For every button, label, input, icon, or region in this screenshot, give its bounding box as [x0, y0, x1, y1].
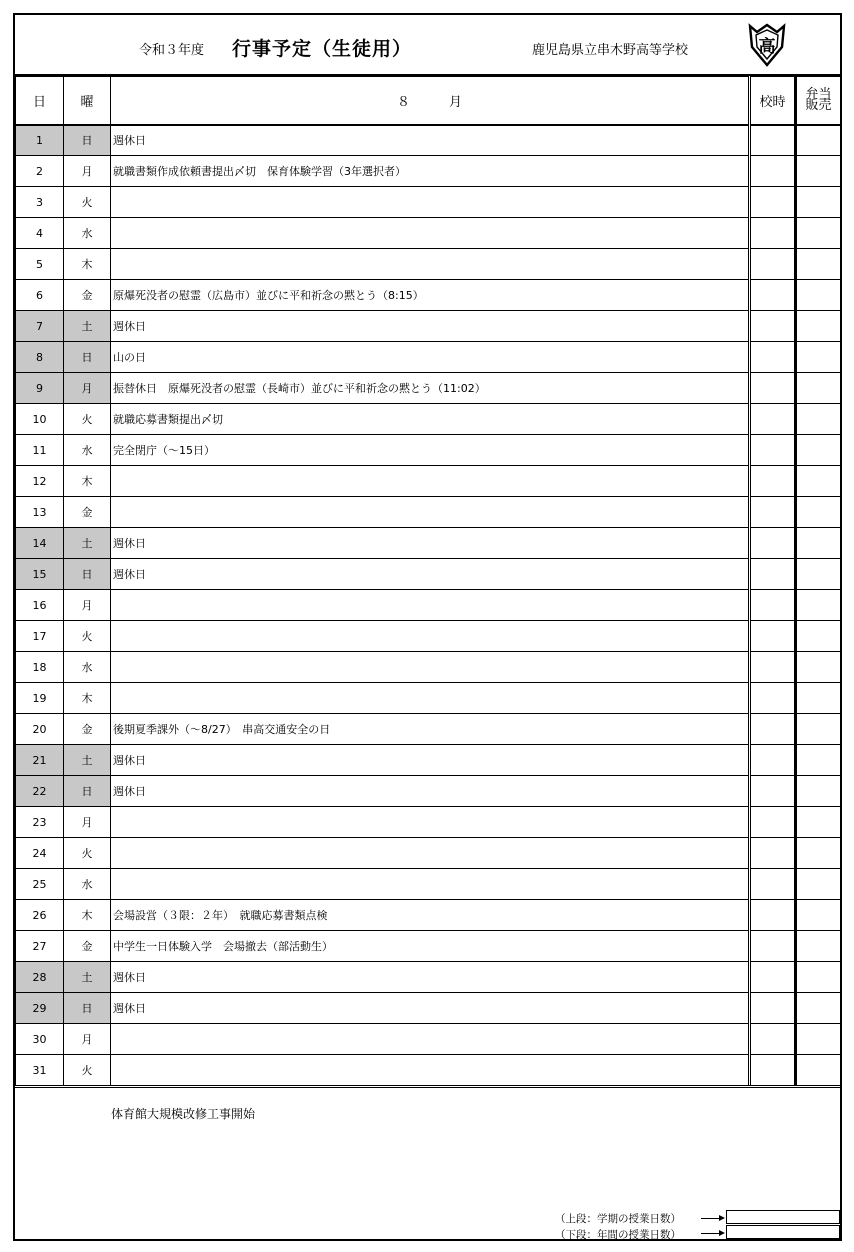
weekday-cell: 木	[64, 900, 111, 931]
table-row	[16, 962, 841, 993]
bento-cell	[796, 218, 841, 249]
period-cell	[750, 311, 796, 342]
table-row	[16, 807, 841, 838]
event-cell: 完全閉庁（～15日）	[111, 435, 750, 466]
day-cell: 22	[16, 776, 64, 807]
event-cell	[111, 466, 750, 497]
weekday-cell: 水	[64, 218, 111, 249]
day-cell: 31	[16, 1055, 64, 1086]
period-cell	[750, 652, 796, 683]
bento-cell	[796, 156, 841, 187]
school-name: 鹿児島県立串木野高等学校	[532, 43, 689, 58]
table-row	[16, 187, 841, 218]
bento-cell	[796, 869, 841, 900]
bento-cell	[796, 776, 841, 807]
bento-cell	[796, 528, 841, 559]
weekday-cell: 金	[64, 931, 111, 962]
weekday-cell: 日	[64, 993, 111, 1024]
day-cell: 1	[16, 125, 64, 156]
weekday-cell: 土	[64, 745, 111, 776]
table-row	[16, 342, 841, 373]
period-cell	[750, 187, 796, 218]
bento-cell	[796, 1024, 841, 1055]
bento-cell	[796, 621, 841, 652]
event-cell: 週休日	[111, 559, 750, 590]
day-cell: 20	[16, 714, 64, 745]
weekday-cell: 火	[64, 1055, 111, 1086]
page-title: 行事予定（生徒用）	[232, 38, 413, 60]
weekday-cell: 日	[64, 125, 111, 156]
period-cell	[750, 776, 796, 807]
event-cell	[111, 807, 750, 838]
fiscal-year-label: 令和３年度	[139, 43, 205, 58]
school-crest-icon	[747, 23, 787, 67]
bento-cell	[796, 683, 841, 714]
table-row	[16, 280, 841, 311]
day-cell: 25	[16, 869, 64, 900]
event-cell: 週休日	[111, 311, 750, 342]
period-cell	[750, 869, 796, 900]
period-cell	[750, 900, 796, 931]
title-row	[15, 15, 840, 76]
period-cell	[750, 1024, 796, 1055]
weekday-cell: 月	[64, 156, 111, 187]
event-cell: 週休日	[111, 776, 750, 807]
bento-cell	[796, 466, 841, 497]
event-cell: 中学生一日体験入学 会場撤去（部活動生）	[111, 931, 750, 962]
table-row	[16, 714, 841, 745]
bento-cell	[796, 745, 841, 776]
weekday-cell: 火	[64, 404, 111, 435]
weekday-cell: 月	[64, 1024, 111, 1055]
period-cell	[750, 807, 796, 838]
event-cell	[111, 1024, 750, 1055]
weekday-cell: 火	[64, 621, 111, 652]
event-cell	[111, 652, 750, 683]
weekday-cell: 木	[64, 249, 111, 280]
table-row	[16, 993, 841, 1024]
bento-cell	[796, 714, 841, 745]
event-cell: 山の日	[111, 342, 750, 373]
weekday-cell: 木	[64, 466, 111, 497]
table-row	[16, 497, 841, 528]
arrowhead-lower-icon	[719, 1230, 725, 1236]
event-cell: 後期夏季課外（～8/27） 串高交通安全の日	[111, 714, 750, 745]
event-cell: 会場設営（３限：２年） 就職応募書類点検	[111, 900, 750, 931]
day-cell: 11	[16, 435, 64, 466]
weekday-cell: 土	[64, 962, 111, 993]
bento-cell	[796, 931, 841, 962]
event-cell: 週休日	[111, 962, 750, 993]
table-row	[16, 249, 841, 280]
bento-cell	[796, 125, 841, 156]
table-row	[16, 1055, 841, 1086]
weekday-cell: 日	[64, 559, 111, 590]
table-row	[16, 838, 841, 869]
period-cell	[750, 280, 796, 311]
table-row	[16, 869, 841, 900]
col-dow-header: 曜	[64, 77, 111, 125]
schedule-sheet	[13, 13, 842, 1241]
day-cell: 2	[16, 156, 64, 187]
day-cell: 24	[16, 838, 64, 869]
day-cell: 29	[16, 993, 64, 1024]
weekday-cell: 月	[64, 590, 111, 621]
arrowhead-upper-icon	[719, 1215, 725, 1221]
term-class-days-box	[726, 1210, 840, 1224]
event-cell	[111, 683, 750, 714]
table-row	[16, 900, 841, 931]
bento-cell	[796, 187, 841, 218]
event-cell: 就職書類作成依頼書提出〆切 保育体験学習（3年選択者）	[111, 156, 750, 187]
table-row	[16, 621, 841, 652]
weekday-cell: 月	[64, 373, 111, 404]
weekday-cell: 土	[64, 311, 111, 342]
table-row	[16, 404, 841, 435]
col-day-header: 日	[16, 77, 64, 125]
day-cell: 9	[16, 373, 64, 404]
event-cell	[111, 590, 750, 621]
event-cell: 振替休日 原爆死没者の慰霊（長崎市）並びに平和祈念の黙とう（11:02）	[111, 373, 750, 404]
period-cell	[750, 125, 796, 156]
period-cell	[750, 249, 796, 280]
table-row	[16, 311, 841, 342]
weekday-cell: 金	[64, 714, 111, 745]
day-cell: 21	[16, 745, 64, 776]
day-cell: 30	[16, 1024, 64, 1055]
weekday-cell: 火	[64, 187, 111, 218]
weekday-cell: 水	[64, 869, 111, 900]
day-cell: 28	[16, 962, 64, 993]
weekday-cell: 金	[64, 497, 111, 528]
col-bentou-header	[796, 77, 841, 125]
weekday-cell: 日	[64, 342, 111, 373]
table-row	[16, 125, 841, 156]
day-cell: 19	[16, 683, 64, 714]
period-cell	[750, 745, 796, 776]
period-cell	[750, 962, 796, 993]
footer-note: 体育館大規模改修工事開始	[111, 1107, 256, 1121]
event-cell	[111, 249, 750, 280]
table-row	[16, 559, 841, 590]
col-month-header: ８ 月	[111, 77, 750, 125]
period-cell	[750, 528, 796, 559]
weekday-cell: 月	[64, 807, 111, 838]
day-cell: 12	[16, 466, 64, 497]
event-cell: 週休日	[111, 745, 750, 776]
period-cell	[750, 435, 796, 466]
bento-cell	[796, 342, 841, 373]
period-cell	[750, 559, 796, 590]
period-cell	[750, 373, 796, 404]
day-cell: 5	[16, 249, 64, 280]
table-row	[16, 1024, 841, 1055]
weekday-cell: 木	[64, 683, 111, 714]
period-cell	[750, 590, 796, 621]
period-cell	[750, 621, 796, 652]
bento-cell	[796, 1055, 841, 1086]
weekday-cell: 水	[64, 652, 111, 683]
period-cell	[750, 714, 796, 745]
arrow-lower-icon	[701, 1233, 721, 1234]
day-cell: 8	[16, 342, 64, 373]
table-row	[16, 435, 841, 466]
period-cell	[750, 342, 796, 373]
legend-upper: （上段：学期の授業日数）	[555, 1213, 681, 1225]
event-cell: 週休日	[111, 528, 750, 559]
day-cell: 3	[16, 187, 64, 218]
day-cell: 16	[16, 590, 64, 621]
period-cell	[750, 931, 796, 962]
weekday-cell: 金	[64, 280, 111, 311]
table-row	[16, 590, 841, 621]
table-row	[16, 683, 841, 714]
table-row	[16, 373, 841, 404]
table-row	[16, 528, 841, 559]
bento-cell	[796, 373, 841, 404]
header-row	[16, 77, 841, 125]
day-cell: 17	[16, 621, 64, 652]
day-cell: 23	[16, 807, 64, 838]
schedule-table	[15, 76, 841, 1086]
event-cell	[111, 869, 750, 900]
event-cell	[111, 218, 750, 249]
day-cell: 10	[16, 404, 64, 435]
bento-cell	[796, 807, 841, 838]
period-cell	[750, 404, 796, 435]
arrow-upper-icon	[701, 1218, 721, 1219]
day-cell: 14	[16, 528, 64, 559]
table-row	[16, 931, 841, 962]
period-cell	[750, 838, 796, 869]
day-cell: 26	[16, 900, 64, 931]
legend-lower: （下段：年間の授業日数）	[555, 1229, 681, 1241]
event-cell: 原爆死没者の慰霊（広島市）並びに平和祈念の黙とう（8:15）	[111, 280, 750, 311]
weekday-cell: 土	[64, 528, 111, 559]
bento-cell	[796, 590, 841, 621]
event-cell	[111, 621, 750, 652]
day-cell: 7	[16, 311, 64, 342]
bento-cell	[796, 311, 841, 342]
bento-cell	[796, 993, 841, 1024]
bento-cell	[796, 838, 841, 869]
event-cell	[111, 1055, 750, 1086]
bento-cell	[796, 652, 841, 683]
weekday-cell: 火	[64, 838, 111, 869]
period-cell	[750, 497, 796, 528]
bento-cell	[796, 900, 841, 931]
bento-cell	[796, 559, 841, 590]
event-cell: 週休日	[111, 125, 750, 156]
day-cell: 18	[16, 652, 64, 683]
event-cell: 週休日	[111, 993, 750, 1024]
crest-glyph: 高	[758, 37, 776, 57]
event-cell	[111, 497, 750, 528]
table-row	[16, 218, 841, 249]
bento-cell	[796, 404, 841, 435]
bento-cell	[796, 280, 841, 311]
day-cell: 15	[16, 559, 64, 590]
period-cell	[750, 466, 796, 497]
table-row	[16, 745, 841, 776]
table-row	[16, 776, 841, 807]
day-cell: 27	[16, 931, 64, 962]
annual-class-days-box	[726, 1225, 840, 1239]
bento-cell	[796, 497, 841, 528]
table-row	[16, 156, 841, 187]
col-kouji-header: 校時	[750, 77, 796, 125]
period-cell	[750, 156, 796, 187]
weekday-cell: 日	[64, 776, 111, 807]
bento-cell	[796, 249, 841, 280]
period-cell	[750, 993, 796, 1024]
col-bentou-label: 弁当販売	[805, 87, 832, 114]
period-cell	[750, 218, 796, 249]
event-cell	[111, 838, 750, 869]
weekday-cell: 水	[64, 435, 111, 466]
period-cell	[750, 1055, 796, 1086]
period-cell	[750, 683, 796, 714]
bento-cell	[796, 435, 841, 466]
footer-notes	[15, 1085, 840, 1239]
day-cell: 4	[16, 218, 64, 249]
event-cell	[111, 187, 750, 218]
bento-cell	[796, 962, 841, 993]
day-cell: 6	[16, 280, 64, 311]
table-row	[16, 466, 841, 497]
table-row	[16, 652, 841, 683]
event-cell: 就職応募書類提出〆切	[111, 404, 750, 435]
day-cell: 13	[16, 497, 64, 528]
